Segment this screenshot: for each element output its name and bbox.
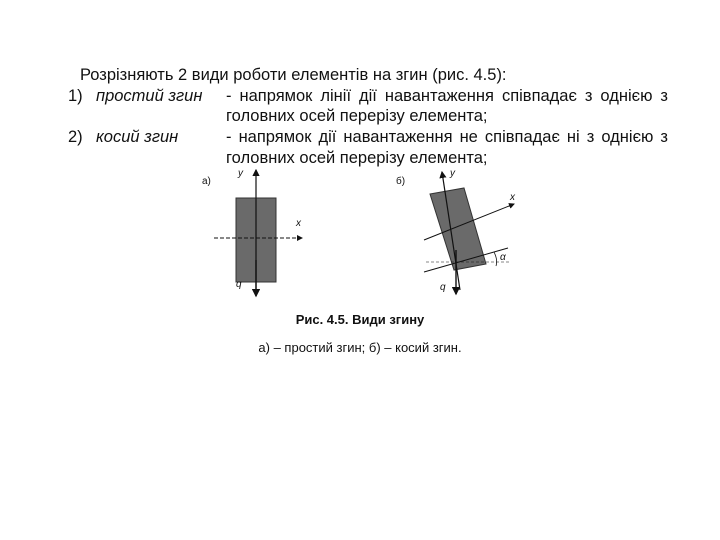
list-item-number: 2) [68,128,83,146]
x-axis-label-b: x [510,192,515,203]
figure-caption-title: Рис. 4.5. Види згину [295,312,425,327]
list-item-continuation: головних осей перерізу елемента; [226,107,488,125]
bending-figure [190,160,530,300]
list-item-number: 1) [68,87,83,105]
angle-label-b: α [500,252,506,263]
y-axis-label-a: y [238,168,243,179]
list-item-continuation: головних осей перерізу елемента; [226,149,488,167]
load-label-a: q [236,279,242,290]
list-item-term: простий згин [96,87,203,105]
panel-a [202,168,302,296]
y-axis-label-b: y [450,168,455,179]
figure-caption-subtitle: а) – простий згин; б) – косий згин. [258,340,462,355]
load-label-b: q [440,282,446,293]
intro-text: Розрізняють 2 види роботи елементів на згин (рис. 4.5): [80,66,507,84]
panel-b-label: б) [396,176,406,187]
list-item-text: - напрямок дії навантаження не співпадає ні з однією з [226,128,668,146]
angle-arc-b [494,252,497,266]
beam-section-b [430,188,486,270]
list-item-term: косий згин [96,128,179,146]
panel-a-label: а) [202,176,211,187]
panel-b [396,168,516,294]
list-item-text: - напрямок лінії дії навантаження співпадає з однією з [226,87,669,105]
x-axis-label-a: x [296,218,301,229]
